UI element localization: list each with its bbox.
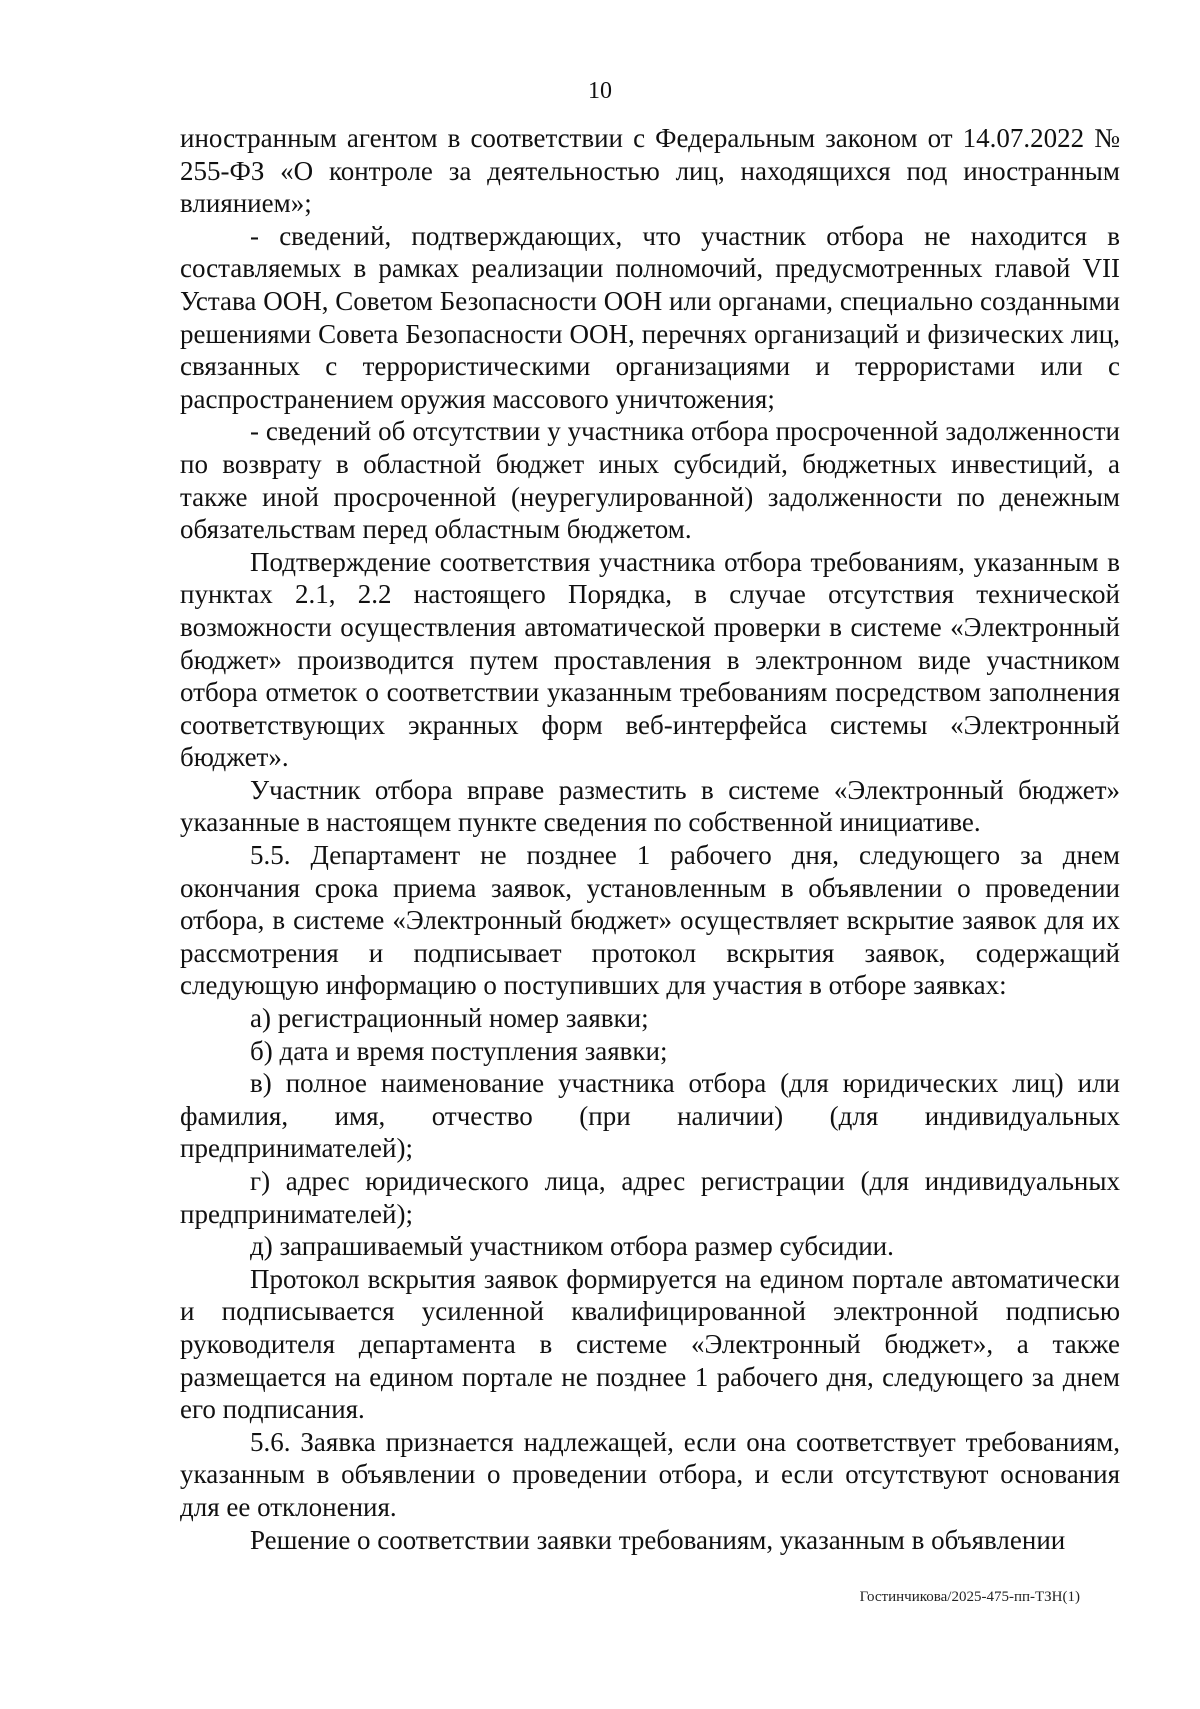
paragraph-14: Решение о соответствии заявки требованиям, указанным в объявлении — [250, 1524, 1066, 1555]
paragraph-8: б) дата и время поступления заявки; — [250, 1035, 668, 1066]
paragraph-13: 5.6. Заявка признается надлежащей, если она соответствует требованиям, указанным в объявлении о проведении отбора, и если отсутствуют основания для ее отклонения. — [180, 1426, 1120, 1522]
paragraph-1: иностранным агентом в соответствии с Федеральным законом от 14.07.2022 № 255-ФЗ «О контроле за деятельностью лиц, находящихся под иностранным влиянием»; — [180, 123, 1120, 219]
document-body — [180, 122, 1120, 1556]
paragraph-12: Протокол вскрытия заявок формируется на едином портале автоматически и подписывается усиленной квалифицированной электронной подписью руководителя департамента в системе «Электронный бюджет», а также размещается на едином портале не позднее 1 рабочего дня, следующего за днем его подписания. — [180, 1263, 1120, 1425]
paragraph-5: Участник отбора вправе разместить в системе «Электронный бюджет» указанные в настоящем пункте сведения по собственной инициативе. — [180, 774, 1120, 838]
paragraph-3: - сведений об отсутствии у участника отбора просроченной задолженности по возврату в областной бюджет иных субсидий, бюджетных инвестиций, а также иной просроченной (неурегулированной) задолженности по денежным обязательствам перед областным бюджетом. — [180, 416, 1120, 545]
paragraph-2: - сведений, подтверждающих, что участник отбора не находится в составляемых в рамках реализации полномочий, предусмотренных главой VII Устава ООН, Советом Безопасности ООН или органами, специально созданными решениями Совета Безопасности ООН, перечнях организаций и физических лиц, связанных с террористическими организациями и террористами или с распространением оружия массового уничтожения; — [180, 220, 1120, 414]
paragraph-7: а) регистрационный номер заявки; — [250, 1003, 649, 1034]
page-number: 10 — [588, 78, 612, 104]
paragraph-10: г) адрес юридического лица, адрес регистрации (для индивидуальных предпринимателей); — [180, 1166, 1120, 1229]
paragraph-6: 5.5. Департамент не позднее 1 рабочего дня, следующего за днем окончания срока приема заявок, установленным в объявлении о проведении отбора, в системе «Электронный бюджет» осуществляет вскрытие заявок для их рассмотрения и подписывает протокол вскрытия заявок, содержащий следующую информацию о поступивших для участия в отборе заявках: — [180, 840, 1120, 1001]
footer-document-code: Гостинчикова/2025-475-пп-ТЗН(1) — [859, 1589, 1080, 1605]
paragraph-9: в) полное наименование участника отбора (для юридических лиц) или фамилия, имя, отчество (при наличии) (для индивидуальных предпринимателей); — [180, 1068, 1120, 1164]
paragraph-11: д) запрашиваемый участником отбора размер субсидии. — [250, 1231, 894, 1262]
paragraph-4: Подтверждение соответствия участника отбора требованиям, указанным в пунктах 2.1, 2.2 настоящего Порядка, в случае отсутствия технической возможности осуществления автоматической проверки в системе «Электронный бюджет» производится путем проставления в электронном виде участником отбора отметок о соответствии указанным требованиям посредством заполнения соответствующих экранных форм веб-интерфейса системы «Электронный бюджет». — [180, 546, 1120, 773]
